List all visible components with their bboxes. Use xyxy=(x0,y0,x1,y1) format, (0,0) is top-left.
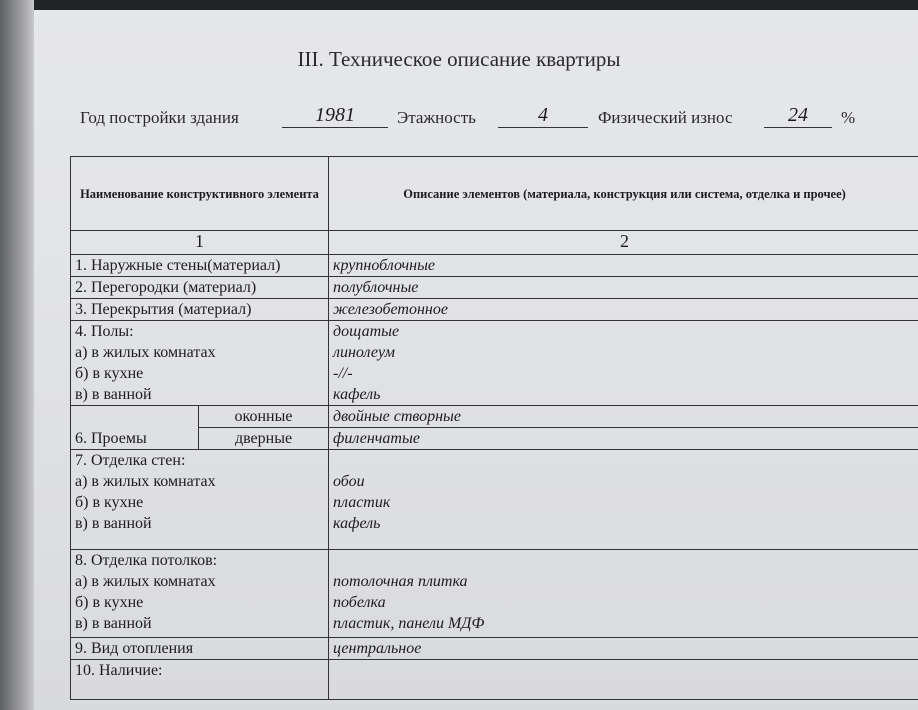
technical-description-table xyxy=(70,156,918,700)
walls-finish-b-value: пластик xyxy=(333,494,391,511)
floors-value: дощатые xyxy=(333,323,400,340)
walls-label: 1. Наружные стены(материал) xyxy=(71,255,329,277)
photo-dark-edge-left xyxy=(0,0,34,710)
ceil-finish-a-label: а) в жилых комнатах xyxy=(75,573,216,590)
openings-window-value: двойные створные xyxy=(329,406,918,428)
walls-finish-c-value: кафель xyxy=(333,515,381,532)
partitions-value: полублочные xyxy=(329,277,918,299)
ceil-finish-values xyxy=(329,550,918,638)
heating-value: центральное xyxy=(329,638,918,660)
floors-c-label: в) в ванной xyxy=(75,386,152,403)
table-row xyxy=(71,428,918,450)
ceil-finish-a-value: потолочная плитка xyxy=(333,573,468,590)
walls-finish-label: 7. Отделка стен: xyxy=(75,452,186,469)
table-row xyxy=(71,660,918,700)
column-number-row xyxy=(71,231,918,255)
ceil-finish-label: 8. Отделка потолков: xyxy=(75,552,218,569)
floors-b-value: -//- xyxy=(333,365,353,382)
heating-label: 9. Вид отопления xyxy=(71,638,329,660)
ceil-finish-c-value: пластик, панели МДФ xyxy=(333,615,485,632)
year-label: Год постройки здания xyxy=(80,108,239,127)
page-title: III. Техническое описание квартиры xyxy=(297,47,621,71)
walls-finish-c-label: в) в ванной xyxy=(75,515,152,532)
openings-label: 6. Проемы xyxy=(71,406,199,450)
table-row xyxy=(71,299,918,321)
table-header-row xyxy=(71,157,918,231)
table-row xyxy=(71,406,918,428)
wear-label: Физический износ xyxy=(598,108,733,127)
floors-labels xyxy=(71,321,329,406)
table-row xyxy=(71,277,918,299)
ceil-finish-b-value: побелка xyxy=(333,594,386,611)
openings-door-value: филенчатые xyxy=(329,428,918,450)
table-row xyxy=(71,450,918,550)
ceil-finish-c-label: в) в ванной xyxy=(75,615,152,632)
table-row xyxy=(71,638,918,660)
walls-value: крупноблочные xyxy=(329,255,918,277)
walls-finish-values xyxy=(329,450,918,550)
floors-a-label: а) в жилых комнатах xyxy=(75,344,216,361)
openings-door-label: дверные xyxy=(199,428,329,450)
col1-header: Наименование конструктивного элемента xyxy=(71,157,329,231)
floors-values xyxy=(329,321,918,406)
wear-unit: % xyxy=(841,108,856,127)
availability-label: 10. Наличие: xyxy=(71,660,329,700)
walls-finish-a-value: обои xyxy=(333,473,365,490)
col1-number: 1 xyxy=(71,231,329,255)
partitions-label: 2. Перегородки (материал) xyxy=(71,277,329,299)
ceil-finish-b-label: б) в кухне xyxy=(75,594,144,611)
col2-number: 2 xyxy=(329,231,918,255)
floors-label: Этажность xyxy=(397,108,476,127)
floors-a-value: линолеум xyxy=(333,344,395,361)
ceil-finish-labels xyxy=(71,550,329,638)
table-row xyxy=(71,255,918,277)
year-field: 1981 xyxy=(282,103,388,128)
ceilings-value: железобетонное xyxy=(329,299,918,321)
walls-finish-b-label: б) в кухне xyxy=(75,494,144,511)
floors-field: 4 xyxy=(498,103,588,128)
floors-c-value: кафель xyxy=(333,386,381,403)
floors-label: 4. Полы: xyxy=(75,323,134,340)
walls-finish-a-label: а) в жилых комнатах xyxy=(75,473,216,490)
table-row xyxy=(71,550,918,638)
wear-field: 24 xyxy=(764,103,832,128)
openings-window-label: оконные xyxy=(199,406,329,428)
walls-finish-labels xyxy=(71,450,329,550)
table-row xyxy=(71,321,918,406)
ceilings-label: 3. Перекрытия (материал) xyxy=(71,299,329,321)
col2-header: Описание элементов (материала, конструкция или система, отделка и прочее) xyxy=(329,157,918,231)
floors-b-label: б) в кухне xyxy=(75,365,144,382)
availability-value xyxy=(329,660,918,700)
